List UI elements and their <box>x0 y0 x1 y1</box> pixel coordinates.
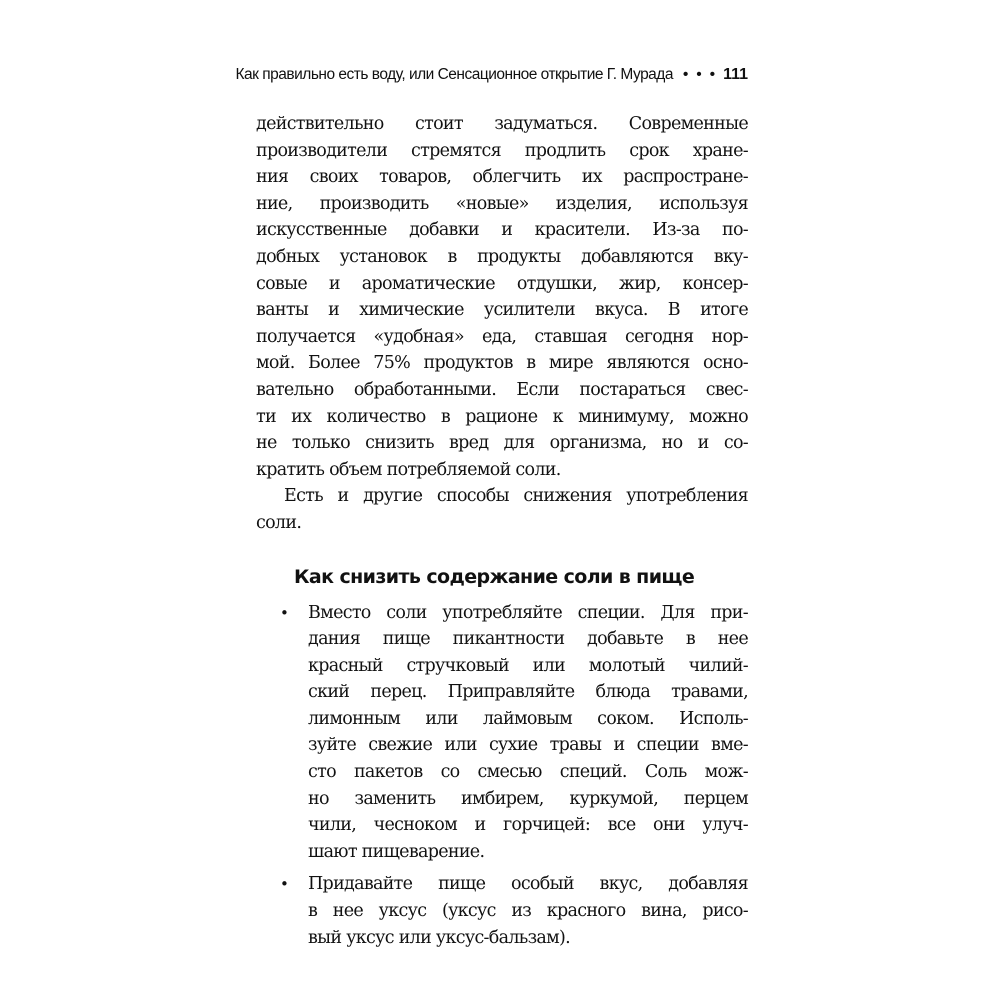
text-line: Есть и другие способы снижения употребления <box>284 486 748 507</box>
text-line: вательно обработанными. Если постараться свес- <box>256 379 748 400</box>
text-line: сто пакетов со смесью специй. Соль мож- <box>308 762 748 783</box>
text-line: лимонным или лаймовым соком. Исполь- <box>308 708 748 729</box>
text-line: соли. <box>256 512 302 533</box>
text-line: в нее уксус (уксус из красного вина, рисо- <box>308 901 748 922</box>
list-item <box>256 871 748 951</box>
text-line: совые и ароматические отдушки, жир, консер- <box>256 273 748 294</box>
text-line: ский перец. Приправляйте блюда травами, <box>308 682 748 703</box>
text-line: действительно стоит задуматься. Современные <box>256 114 748 134</box>
text-line: ние, производить «новые» изделия, используя <box>256 193 748 214</box>
text-line: не только снизить вред для организма, но и со- <box>256 433 748 454</box>
text-line: производители стремятся продлить срок хране- <box>256 140 748 161</box>
bullet-list <box>256 600 748 952</box>
text-line: Вместо соли употребляйте специи. Для при- <box>308 602 748 623</box>
text-line: добных установок в продукты добавляются вку- <box>256 246 748 267</box>
text-line: чили, чесноком и горчицей: все они улуч- <box>308 815 748 836</box>
paragraph-1 <box>256 111 748 483</box>
running-head-dots: • • • <box>682 66 718 83</box>
text-line: вый уксус или уксус-бальзам). <box>308 927 571 948</box>
section-heading: Как снизить содержание соли в пище <box>294 565 695 588</box>
book-page <box>235 66 748 951</box>
text-line: но заменить имбирем, куркумой, перцем <box>308 788 748 809</box>
text-line: ния своих товаров, облегчить их распростране- <box>256 167 748 188</box>
bullet-icon: • <box>280 875 289 894</box>
text-line: мой. Более 75% продуктов в мире являются осно- <box>256 353 748 374</box>
running-head <box>235 66 748 90</box>
running-head-title: Как правильно есть воду, или Сенсационное открытие Г. Мурада <box>235 66 673 83</box>
paragraph-2 <box>256 483 748 536</box>
bullet-icon: • <box>280 603 289 622</box>
text-line: кратить объем потребляемой соли. <box>256 459 561 480</box>
list-item <box>256 600 748 866</box>
text-line: зуйте свежие или сухие травы и специи вме- <box>308 735 748 756</box>
page-number: 111 <box>723 66 748 83</box>
text-line: получается «удобная» еда, ставшая сегодня нор- <box>256 326 748 347</box>
text-line: красный стручковый или молотый чилий- <box>308 655 748 676</box>
body-text <box>256 111 748 951</box>
text-line: ти их количество в рационе к минимуму, можно <box>256 406 748 427</box>
text-line: ванты и химические усилители вкуса. В итоге <box>256 300 748 321</box>
text-line: дания пище пикантности добавьте в нее <box>308 629 748 650</box>
text-line: искусственные добавки и красители. Из-за по- <box>256 220 748 241</box>
text-line: шают пищеварение. <box>308 841 485 862</box>
text-line: Придавайте пище особый вкус, добавляя <box>308 874 748 895</box>
